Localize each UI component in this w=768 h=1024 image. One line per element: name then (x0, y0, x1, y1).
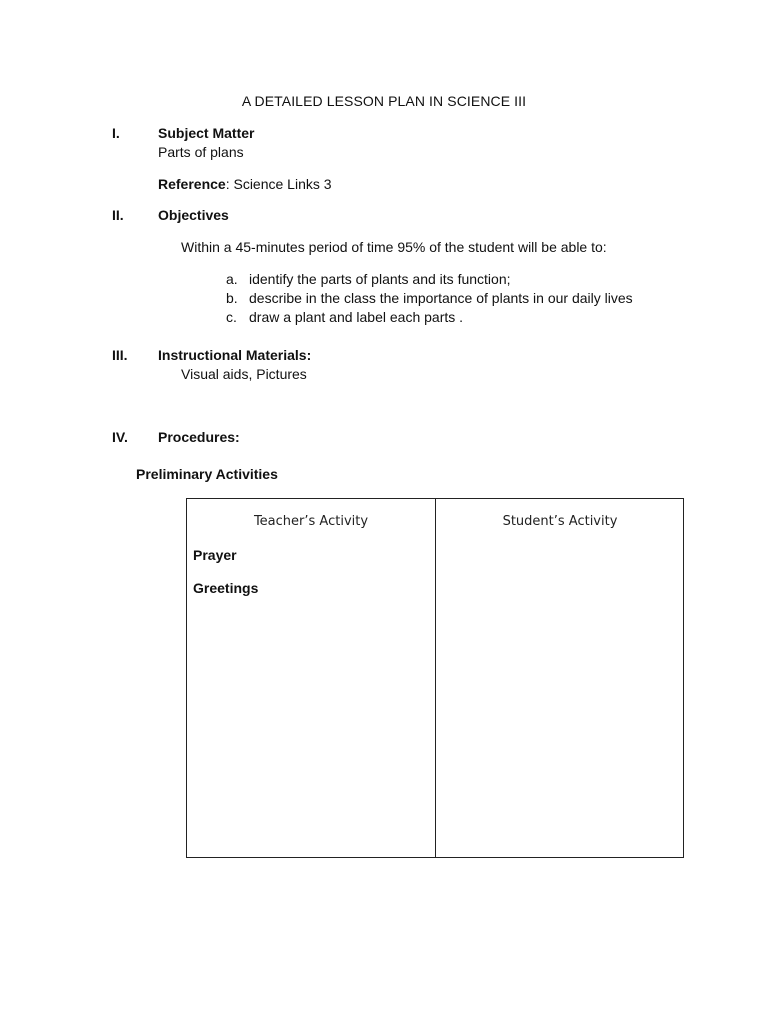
reference-label: Reference (158, 176, 226, 192)
instructional-materials-text: Visual aids, Pictures (181, 366, 307, 382)
objective-item: describe in the class the importance of plants in our daily lives (249, 290, 633, 306)
reference-value: : Science Links 3 (225, 176, 332, 192)
teacher-activity-item: Prayer (193, 547, 237, 563)
student-activity-header: Student’s Activity (502, 514, 618, 529)
subject-matter-text: Parts of plans (158, 144, 244, 160)
section-4-heading: Procedures: (158, 429, 240, 445)
activity-table (186, 498, 684, 858)
objective-letter: c. (226, 309, 237, 325)
teacher-activity-header: Teacher’s Activity (253, 514, 369, 529)
section-3-numeral: III. (112, 347, 128, 363)
table-column-divider (435, 499, 436, 857)
preliminary-activities-heading: Preliminary Activities (136, 466, 278, 482)
objective-item: identify the parts of plants and its function; (249, 271, 511, 287)
section-2-numeral: II. (112, 207, 124, 223)
reference-line (158, 175, 332, 193)
objective-letter: b. (226, 290, 238, 306)
section-2-heading: Objectives (158, 207, 229, 223)
objectives-intro: Within a 45-minutes period of time 95% of the student will be able to: (181, 239, 607, 255)
section-3-heading: Instructional Materials: (158, 347, 312, 363)
teacher-activity-item: Greetings (193, 580, 259, 596)
section-1-numeral: I. (112, 125, 120, 141)
section-4-numeral: IV. (112, 429, 128, 445)
document-title: A DETAILED LESSON PLAN IN SCIENCE III (241, 93, 527, 109)
section-1-heading: Subject Matter (158, 125, 255, 141)
objective-item: draw a plant and label each parts . (249, 309, 464, 325)
objective-letter: a. (226, 271, 238, 287)
